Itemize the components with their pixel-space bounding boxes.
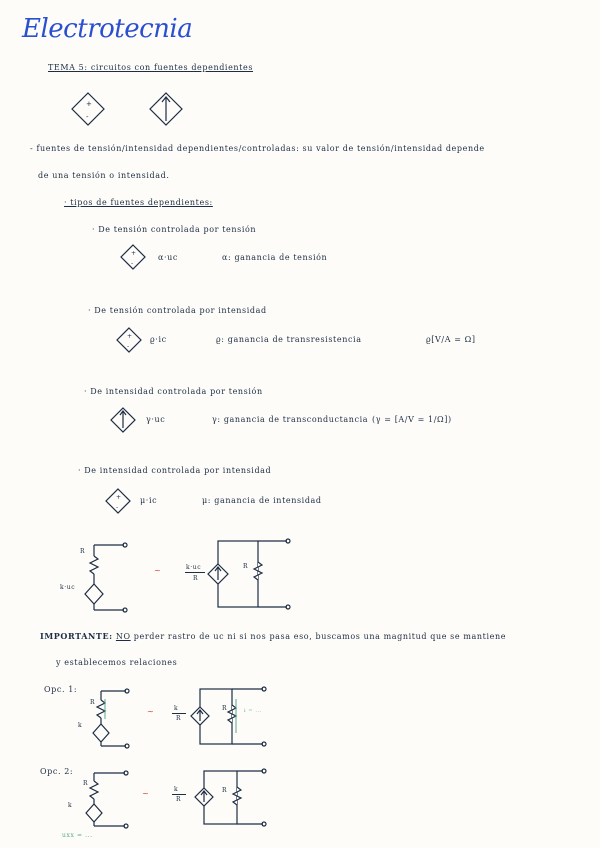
svg-text:+: + (131, 250, 137, 257)
opc2-equiv-sign: ~ (142, 789, 150, 798)
type2-unit: ϱ[V/A = Ω] (426, 335, 476, 344)
opc2-src-label: k (68, 802, 73, 809)
example1-right-circuit (208, 539, 290, 609)
opc2-bottom-note: uxx = ... (62, 832, 93, 839)
page-title: Electrotecnia (22, 14, 193, 44)
opc1-src-label: k (78, 722, 83, 729)
type2-heading: · De tensión controlada por intensidad (88, 306, 267, 315)
type1-heading: · De tensión controlada por tensión (92, 225, 257, 234)
type3-symbol: γ·uc (146, 415, 166, 424)
types-heading: · tipos de fuentes dependientes: (64, 198, 213, 207)
opc1-note: i = ... (244, 708, 262, 714)
opc1-equiv-sign: ~ (147, 707, 155, 716)
type1-symbol: α·uc (158, 253, 178, 262)
opc2-left-circuit (86, 771, 128, 828)
svg-text:-: - (131, 260, 134, 267)
ex1-r2-label: R (243, 563, 249, 570)
opc1-label: Opc. 1: (44, 685, 78, 694)
type2-desc: ϱ: ganancia de transresistencia (216, 335, 362, 344)
svg-text:-: - (127, 343, 130, 350)
ex1-src-label: k·uc (60, 584, 76, 591)
type4-heading: · De intensidad controlada por intensidad (78, 466, 272, 475)
opc2-r2-label: R (222, 787, 228, 794)
svg-text:+: + (86, 100, 92, 108)
important-no: NO (115, 632, 131, 641)
opc1-r2-label: R (222, 705, 228, 712)
type2-symbol: ϱ·ic (150, 335, 167, 344)
opc1-right-circuit (191, 687, 266, 746)
intro-line-2: de una tensión o intensidad. (38, 171, 170, 180)
ex1-equiv-sign: ~ (154, 566, 162, 575)
svg-text:-: - (116, 504, 119, 511)
opc2-frac-bar (172, 794, 186, 795)
type2-source-icon (117, 328, 141, 352)
dependent-voltage-source-icon (72, 93, 104, 125)
important-line-2: y establecemos relaciones (56, 658, 178, 667)
svg-text:+: + (127, 333, 133, 340)
important-text: perder rastro de uc ni si nos pasa eso, buscamos una magnitud que se mantiene (130, 632, 507, 641)
dependent-current-source-icon (150, 93, 182, 125)
opc2-right-circuit (195, 769, 266, 826)
ex1-frac-den: R (193, 575, 199, 582)
type3-source-icon (111, 408, 135, 432)
opc1-left-circuit (93, 689, 129, 748)
type1-source-icon (121, 245, 145, 269)
type3-desc: γ: ganancia de transconductancia (212, 415, 369, 424)
type1-desc: α: ganancia de tensión (222, 253, 328, 262)
opc2-r-label: R (83, 780, 89, 787)
type3-heading: · De intensidad controlada por tensión (84, 387, 263, 396)
opc1-frac-bar (172, 713, 186, 714)
svg-text:+: + (116, 494, 122, 501)
type4-desc: μ: ganancia de intensidad (202, 496, 322, 505)
ex1-frac-num: k·uc (186, 564, 202, 571)
opc1-frac-num: k (174, 705, 179, 712)
topic-heading: TEMA 5: circuitos con fuentes dependientes (48, 63, 254, 72)
ex1-frac-bar (185, 572, 205, 573)
svg-text:-: - (86, 113, 89, 121)
opc1-frac-den: R (176, 715, 182, 722)
opc2-frac-den: R (176, 796, 182, 803)
type4-source-icon (106, 489, 130, 513)
intro-line-1: - fuentes de tensión/intensidad dependientes/controladas: su valor de tensión/intensidad depende (30, 144, 485, 153)
type3-unit: (γ = [A/V = 1/Ω]) (372, 415, 452, 424)
opc2-label: Opc. 2: (40, 767, 74, 776)
type4-symbol: μ·ic (140, 496, 158, 505)
important-label: IMPORTANTE: (40, 631, 113, 641)
opc1-r-label: R (90, 699, 96, 706)
example1-left-circuit (85, 543, 127, 612)
ex1-r-label: R (80, 548, 86, 555)
important-note (40, 631, 506, 641)
opc2-frac-num: k (174, 786, 179, 793)
